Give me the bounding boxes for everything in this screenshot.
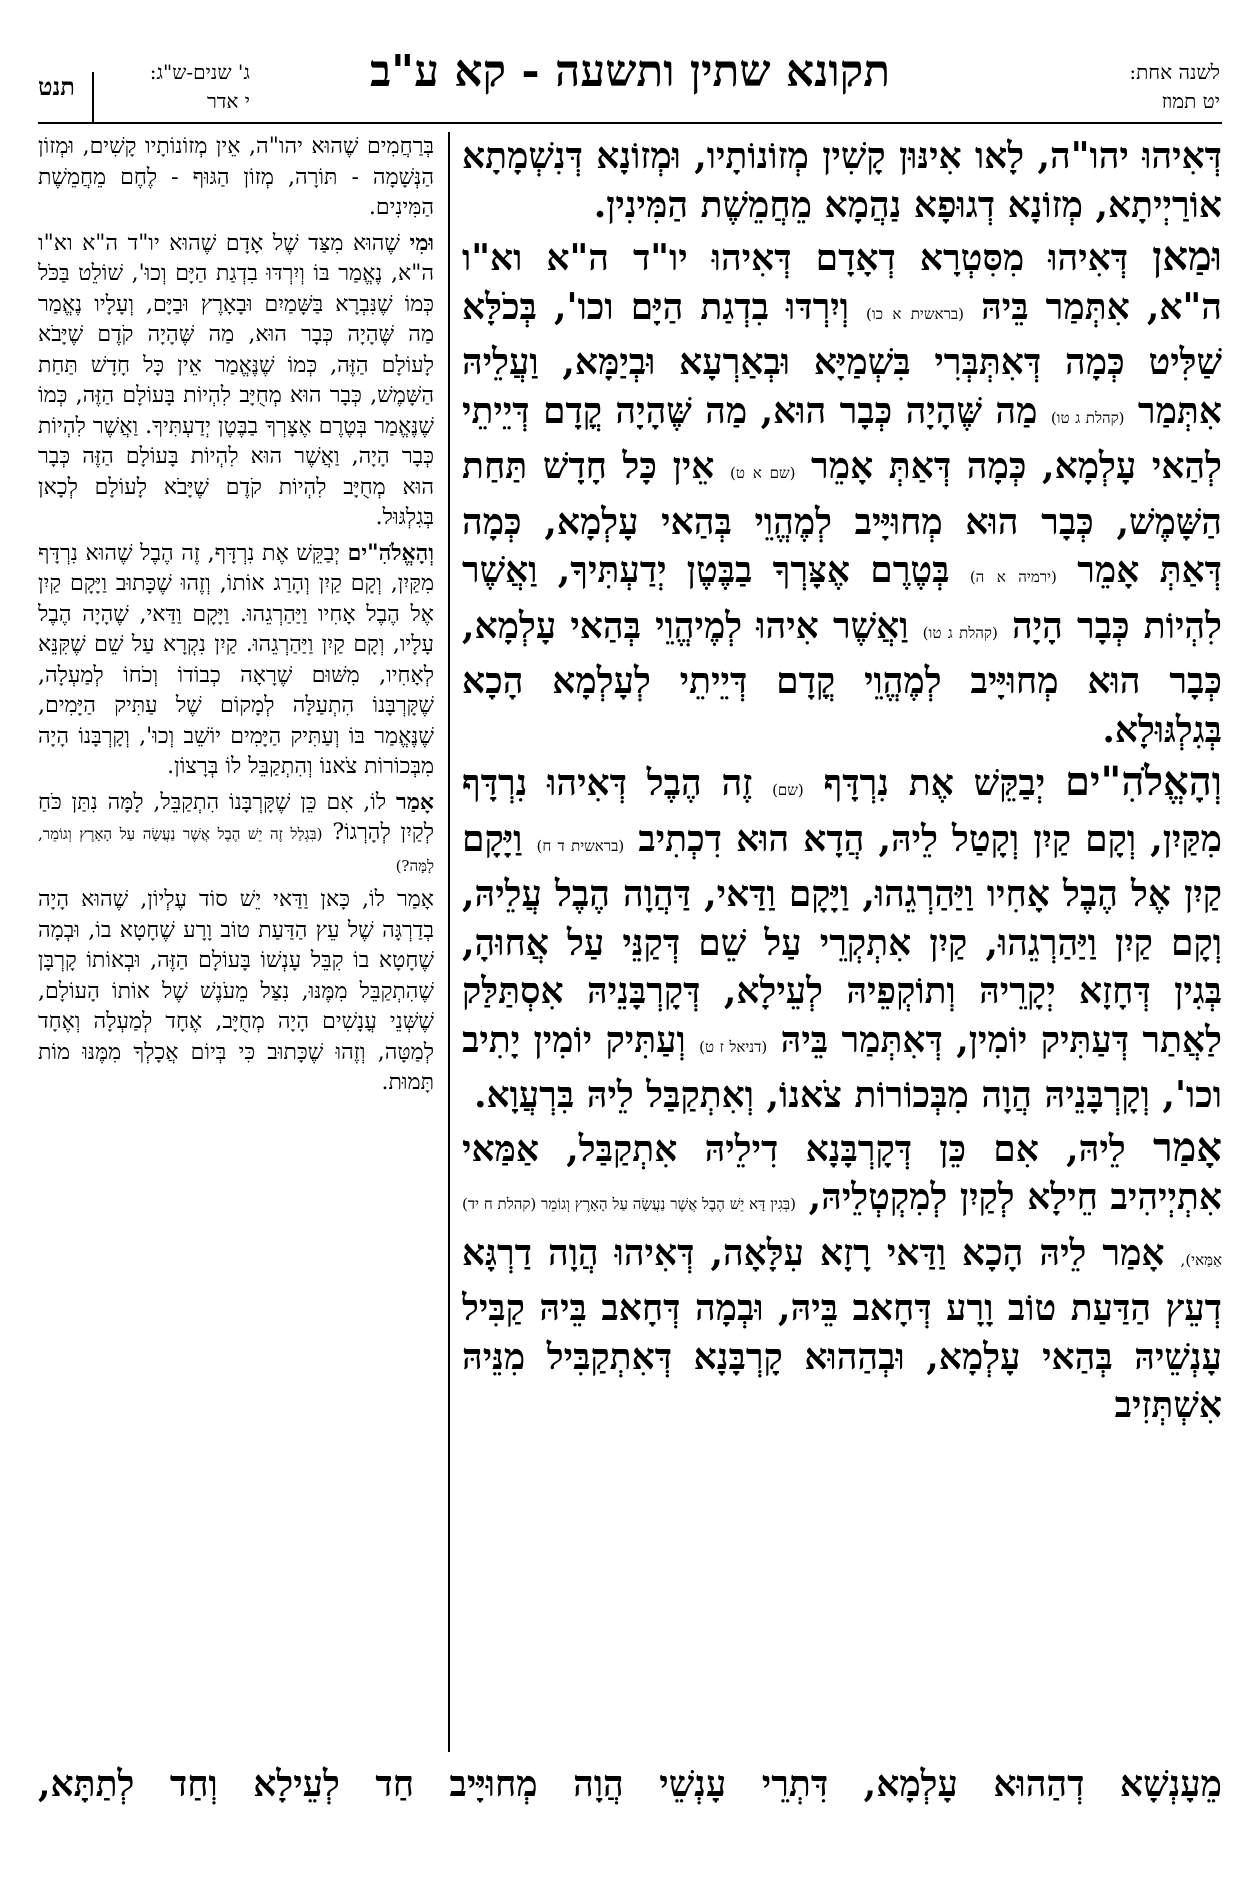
- header-study-schedule-one-year: [1050, 58, 1220, 116]
- column-divider: [448, 132, 450, 1752]
- inline-gloss: (בִּגְלַל זֶה יֵשׁ הֶבֶל אֲשֶׁר נַעֲשָׂה עַל הָאָרֶץ וְגוֹמֵר, לָמָּה?): [38, 825, 434, 875]
- bottom-continuation-line: מֵעָנְשָׁא דְהַהוּא עָלְמָא, דִּתְרֵי עָנְשֵׁי הֲוָה מְחוּיָּיב חַד לְעֵילָא וְחַד לְתַתָּא,: [38, 1763, 1222, 1805]
- schedule-one-year-label: לשנה אחת:: [1129, 60, 1220, 84]
- main-text: וְעַתִּיק יוֹמִין יָתִיב וכו', וְקָרְבָּנֵיהּ הֲוָה מִבְּכוֹרוֹת צֹאנוֹ, וְאִתְקַבַּל לֵיהּ בִּרְעֲוָא.: [462, 1018, 1222, 1116]
- main-text: לֵיהּ, אִם כֵּן דְּקָרְבָּנָא דִילֵיהּ אִתְקַבַּל, אַמַּאי אִתְיְיהִיב חֵילָא לְקַיִן לְמִקְטְלֵיהּ,: [462, 1127, 1222, 1218]
- schedule-three-years-date: י אדר: [206, 89, 250, 113]
- main-paragraph-1: [462, 132, 1222, 229]
- paragraph-lead-word: וְהָאֱלֹהִ"ים: [1065, 758, 1222, 805]
- main-text: בְּטֶרֶם אֶצָּרְךָ בַבֶּטֶן יְדַעְתִּיךָ, וַאֲשֶׁר לִהְיוֹת כְּבָר הָיָה: [462, 549, 1222, 647]
- paragraph-lead-word: וְהָאֱלֹהִ"ים: [347, 539, 434, 566]
- header-rule: [38, 122, 1222, 124]
- main-text: מַה שֶּׁהָיָה כְּבָר הוּא, מַה שֶּׁהָיָה קֳדָם דְּיֵיתֵי לְהַאי עָלְמָא, כְּמָה דְּאַתְּ אָמֵר: [462, 389, 1222, 487]
- side-paragraph-2: [38, 228, 434, 534]
- side-text: שֶׁהוּא מִצַּד שֶׁל אָדָם שֶׁהוּא יו"ד ה"א וא"ו ה"א, נֶאֱמַר בּוֹ וְיִרְדּוּ בִדְגַת הַיָּם וְכוּ', שׁוֹלֵט בַּכֹּל כְּמוֹ שֶׁנִּבְרָא בַּשָּׁמַיִם וּבָאָרֶץ וּבַיָּם, וְעָלָיו נֶאֱמַר מַה שֶּׁהָיָה כְּבָר הוּא, מַה שֶּׁהָיָה קֹדֶם שֶׁיָּבֹא לָעוֹלָם הַזֶּה, כְּמוֹ שֶׁנֶּאֱמַר אֵין כָּל חָדָשׁ תַּחַת הַשָּׁמֶשׁ, כְּבָר הוּא מְחֻיָּב לִהְיוֹת בָּעוֹלָם הַזֶּה, כְּמוֹ שֶׁנֶּאֱמַר בְּטֶרֶם אֶצָּרְךָ בַבֶּטֶן יְדַעְתִּיךָ. וַאֲשֶׁר לִהְיוֹת כְּבָר הָיָה, וַאֲשֶׁר הוּא לִהְיוֹת בָּעוֹלָם הַזֶּה כְּבָר הוּא מְחֻיָּב לִהְיוֹת קֹדֶם שֶׁיָּבֹא לָעוֹלָם לְכָאן בְּגִלְגּוּל.: [38, 230, 434, 530]
- translation-column: [38, 132, 434, 1752]
- main-paragraph-4: [462, 1124, 1222, 1430]
- source-reference: (בראשית ד ח): [536, 836, 625, 855]
- main-text: אָמַר לֵיהּ הָכָא וַדַּאי רָזָא עִלָּאָה, דְּאִיהוּ הֲוָה דַרְגָּא דְעֵץ הַדַּעַת טוֹב וָרָע דְּחָאב בֵּיהּ, וּבְמָה דְּחָאב בֵּיהּ קַבִּיל עָנְשֵׁיהּ בְּהַאי עָלְמָא, וּבְהַהוּא קָרְבָּנָא דְּאִתְקַבִּיל מִנֵּיהּ אִשְׁתְּזִיב: [462, 1231, 1222, 1426]
- side-text: בְּרַחֲמִים שֶׁהוּא יהו"ה, אֵין מְזוֹנוֹתָיו קָשִׁים, וּמְזוֹן הַנְּשָׁמָה - תּוֹרָה, מְזוֹן הַגּוּף - לֶחֶם מֵחֲמֵשֶׁת הַמִּינִים.: [38, 134, 434, 220]
- schedule-three-years-label: ג' שנים-ש"ג:: [149, 60, 250, 84]
- main-text-column: [462, 132, 1222, 1752]
- main-text: דְּאִיהוּ יהו"ה, לָאו אִינּוּן קָשִׁין מְזוֹנוֹתָיו, וּמְזוֹנָא דְּנִשְׁמָתָא אוֹרַיְיתָא, מְזוֹנָא דְגוּפָא נַהֲמָא מֵחֲמֵשֶׁת הַמִּינִין.: [462, 135, 1222, 226]
- side-paragraph-5: [38, 885, 434, 1099]
- source-reference: (שם): [772, 781, 804, 799]
- source-reference: (קהלת ג טו): [922, 623, 998, 642]
- side-paragraph-1: [38, 132, 434, 224]
- main-text: אֵין כָּל חָדָשׁ תַּחַת הַשָּׁמֶשׁ, כְּבָר הוּא מְחוּיָּיב לְמֶהֱוֵי בְּהַאי עָלְמָא, כְּמָה דְּאַתְּ אָמֵר: [462, 445, 1222, 591]
- main-text: דְּאִיהוּ מִסִּטְרָא דְאָדָם דְּאִיהוּ יו"ד ה"א וא"ו ה"א, אִתְּמַר בֵּיהּ: [462, 237, 1222, 328]
- paragraph-lead-word: וּמַאן: [1152, 233, 1222, 280]
- inline-gloss: (בְּגִין דָּא יֵשׁ הֶבֶל אֲשֶׁר נַעֲשָׂה עַל הָאָרֶץ וְגוֹמֵר (קהלת ח יד) אַמַּאי),: [462, 1195, 1222, 1269]
- main-text: יְבַקֵּשׁ אֶת נִרְדָּף: [823, 762, 1046, 804]
- source-reference: (שם א ט): [729, 464, 796, 482]
- source-reference: (דניאל ז ט): [699, 1037, 768, 1056]
- source-reference: (קהלת ג טו): [1050, 408, 1125, 427]
- main-paragraph-3: [462, 758, 1222, 1120]
- side-paragraph-4: [38, 787, 434, 882]
- main-text: וְיִרְדּוּ בִדְגַת הַיָּם וכו', בְּכֹלָּא שַׁלִּיט כְּמָה דְּאִתְּבְּרִי בִּשְׁמַיָּא וּבְאַרְעָא וּבְיַמָּא, וַעֲלֵיהּ אִתְּמַר: [462, 285, 1222, 432]
- side-paragraph-3: [38, 538, 434, 783]
- side-text: לוֹ, אִם כֵּן שֶׁקָּרְבָּנוֹ הִתְקַבֵּל, לָמָּה נִתַּן כֹּחַ לְקַיִן לְהָרְגוֹ?: [38, 789, 434, 845]
- header-divider: [92, 72, 94, 122]
- main-text: וַיָּקָם קַיִן אֶל הֶבֶל אָחִיו וַיַּהַרְגֵהוּ, וַיָּקָם וַדַּאי, דַּהֲוָה הֶבֶל עֲלֵיהּ, וְקָם קַיִן וַיַּהַרְגֵהוּ, קַיִן אִתְקְרֵי עַל שֵׁם דְּקַנֵּי עַל אֲחוּהָ, בְּגִין דְּחָזָא יְקָרֵיהּ וְתוֹקְפֵיהּ לְעֵילָא, דְּקָרְבָּנֵיהּ אִסְתַּלַּק לַאֲתַר דְּעַתִּיק יוֹמִין, דְּאִתְּמַר בֵּיהּ: [462, 817, 1222, 1061]
- source-reference: (בראשית א כו): [866, 304, 964, 323]
- paragraph-lead-word: אָמַר: [396, 788, 434, 815]
- main-text: זֶה הֶבֶל דְּאִיהוּ נִרְדָּף מִקַּיִן, וְקָם קַיִן וְקָטַל לֵיהּ, הֲדָא הוּא דִכְתִיב: [462, 762, 1222, 860]
- page-number: תנט: [38, 72, 75, 101]
- page-title: תקונא שתין ותשעה - קא ע"ב: [369, 46, 891, 97]
- header-study-schedule-three-years: [110, 58, 250, 116]
- main-text: וַאֲשֶׁר אִיהוּ לְמֶיהֱוֵי בְּהַאי עָלְמָא, כְּבָר הוּא מְחוּיָּיב לְמֶהֱוֵי קֳדָם דְּיֵיתֵי לְעָלְמָא הָכָא בְּגִלְגּוּלָא.: [462, 604, 1222, 751]
- side-text: אָמַר לוֹ, כָּאן וַדַּאי יֵשׁ סוֹד עֶלְיוֹן, שֶׁהוּא הָיָה בְדַרְגָּה שֶׁל עֵץ הַדַּעַת טוֹב וָרָע שֶׁחָטָא בוֹ, וּבְמָה שֶׁחָטָא בוֹ קִבֵּל עָנְשׁוֹ בָּעוֹלָם הַזֶּה, וּבְאוֹתוֹ קָרְבָּן שֶׁהִתְקַבֵּל מִמֶּנּוּ, נִצַּל מֵעֹנֶשׁ שֶׁל אוֹתוֹ הָעוֹלָם, שֶׁשְּׁנֵי עֳנָשִׁים הָיָה מְחֻיָּב, אֶחָד לְמַעְלָה וְאֶחָד לְמַטָּה, וְזֶהוּ שֶׁכָּתוּב כִּי בְּיוֹם אֲכָלְךָ מִמֶּנּוּ מוֹת תָּמוּת.: [38, 887, 434, 1095]
- source-reference: (ירמיה א ה): [969, 568, 1057, 586]
- paragraph-lead-word: וּמִי: [409, 229, 434, 256]
- side-text: יְבַקֵּשׁ אֶת נִרְדָּף, זֶה הֶבֶל שֶׁהוּא נִרְדָּף מִקַּיִן, וְקָם קַיִן וְהָרַג אוֹתוֹ, וְזֶהוּ שֶׁכָּתוּב וַיָּקָם קַיִן אֶל הֶבֶל אָחִיו וַיַּהַרְגֵהוּ. וַיָּקָם וַדַּאי, שֶׁהָיָה הֶבֶל עָלָיו, וְקָם קַיִן וַיַּהַרְגֵהוּ. קַיִן נִקְרָא עַל שֵׁם שֶׁקִּנֵּא לְאָחִיו, מִשּׁוּם שֶׁרָאָה כְבוֹדוֹ וְכֹחוֹ לְמַעְלָה, שֶׁקָּרְבָּנוֹ הִתְעַלָּה לְמָקוֹם שֶׁל עַתִּיק הַיָּמִים, שֶׁנֶּאֱמַר בּוֹ וְעַתִּיק הַיָּמִים יוֹשֵׁב וְכוּ', וְקָרְבָּנוֹ הָיָה מִבְּכוֹרוֹת צֹאנוֹ וְהִתְקַבֵּל לוֹ בְּרָצוֹן.: [38, 540, 434, 779]
- page-header: [0, 0, 1260, 125]
- schedule-one-year-date: יט תמוז: [1161, 89, 1220, 113]
- paragraph-lead-word: אָמַר: [1152, 1123, 1222, 1171]
- main-paragraph-2: [462, 233, 1222, 754]
